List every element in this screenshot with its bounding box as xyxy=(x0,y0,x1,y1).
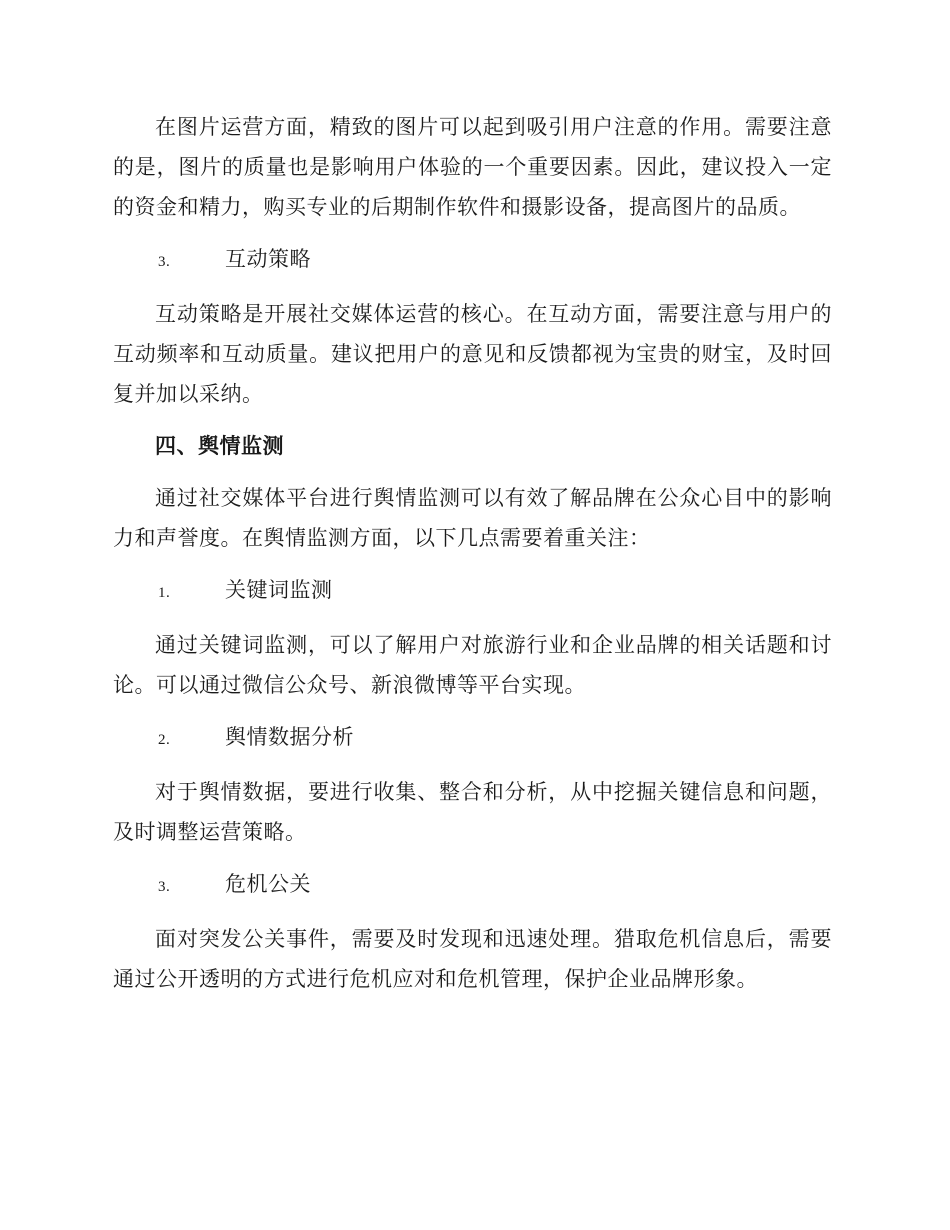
section-heading-sentiment-monitoring: 四、舆情监测 xyxy=(155,434,284,458)
list-item-crisis-pr xyxy=(113,864,832,907)
list-number: 1. xyxy=(158,585,171,601)
paragraph-interaction-strategy: 互动策略是开展社交媒体运营的核心。在互动方面，需要注意与用户的互动频率和互动质量。建议把用户的意见和反馈都视为宝贵的财宝，及时回复并加以采纳。 xyxy=(113,302,832,406)
paragraph-data-analysis: 对于舆情数据，要进行收集、整合和分析，从中挖掘关键信息和问题，及时调整运营策略。 xyxy=(113,780,832,844)
list-number: 3. xyxy=(158,254,171,270)
list-item-interaction-strategy xyxy=(113,239,832,282)
list-title: 舆情数据分析 xyxy=(225,725,354,749)
list-number: 2. xyxy=(158,732,171,748)
list-title: 危机公关 xyxy=(225,872,311,896)
list-title: 互动策略 xyxy=(225,247,311,271)
list-title: 关键词监测 xyxy=(225,578,333,602)
paragraph-sentiment-intro: 通过社交媒体平台进行舆情监测可以有效了解品牌在公众心目中的影响力和声誉度。在舆情监测方面，以下几点需要着重关注： xyxy=(113,486,832,550)
paragraph-image-operation: 在图片运营方面，精致的图片可以起到吸引用户注意的作用。需要注意的是，图片的质量也是影响用户体验的一个重要因素。因此，建议投入一定的资金和精力，购买专业的后期制作软件和摄影设备，提高图片的品质。 xyxy=(113,115,832,219)
paragraph-keyword-monitoring: 通过关键词监测，可以了解用户对旅游行业和企业品牌的相关话题和讨论。可以通过微信公众号、新浪微博等平台实现。 xyxy=(113,633,832,697)
list-number: 3. xyxy=(158,879,171,895)
list-item-data-analysis xyxy=(113,717,832,760)
paragraph-crisis-pr: 面对突发公关事件，需要及时发现和迅速处理。猎取危机信息后，需要通过公开透明的方式进行危机应对和危机管理，保护企业品牌形象。 xyxy=(113,927,832,991)
list-item-keyword-monitoring xyxy=(113,570,832,613)
